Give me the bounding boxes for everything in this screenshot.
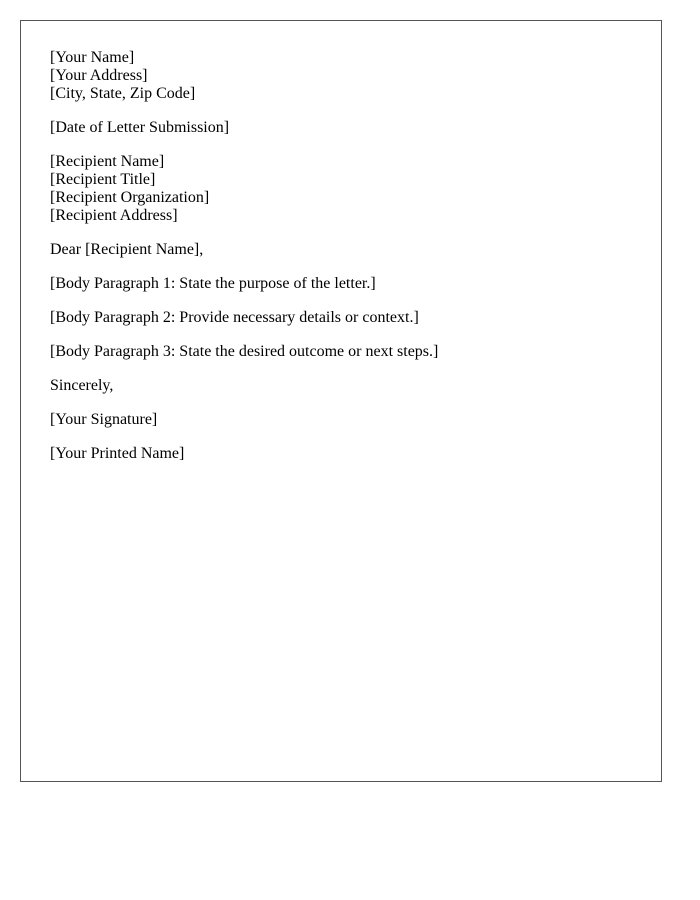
- letter-content: [50, 49, 438, 479]
- recipient-block: [50, 153, 438, 225]
- sender-address: [Your Address]: [50, 67, 148, 84]
- sender-city-state-zip: [City, State, Zip Code]: [50, 85, 196, 102]
- signature: [Your Signature]: [50, 411, 158, 428]
- date-block: [50, 119, 438, 137]
- closing: Sincerely,: [50, 377, 114, 394]
- letter-page: [20, 20, 662, 782]
- letter-date: [Date of Letter Submission]: [50, 119, 230, 136]
- body-paragraph-2: [Body Paragraph 2: Provide necessary details or context.]: [50, 309, 419, 326]
- recipient-name: [Recipient Name]: [50, 153, 165, 170]
- sender-block: [50, 49, 438, 103]
- recipient-organization: [Recipient Organization]: [50, 189, 210, 206]
- printed-name: [Your Printed Name]: [50, 445, 185, 462]
- sender-name: [Your Name]: [50, 49, 135, 66]
- body-paragraph-1: [Body Paragraph 1: State the purpose of the letter.]: [50, 275, 376, 292]
- body-paragraph-3: [Body Paragraph 3: State the desired outcome or next steps.]: [50, 343, 439, 360]
- recipient-title: [Recipient Title]: [50, 171, 156, 188]
- recipient-address: [Recipient Address]: [50, 207, 178, 224]
- salutation: Dear [Recipient Name],: [50, 241, 204, 258]
